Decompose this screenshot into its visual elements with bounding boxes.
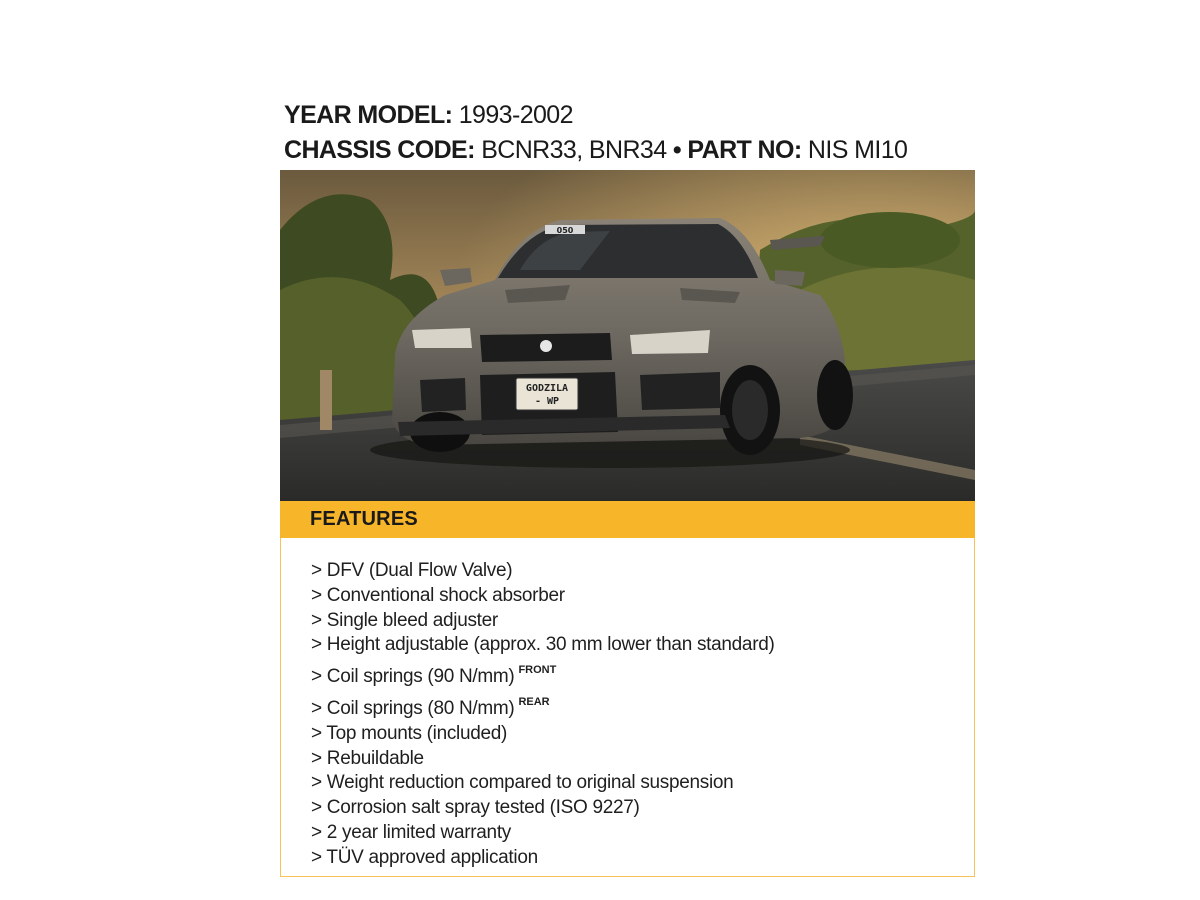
feature-text: > Height adjustable (approx. 30 mm lower than standard) [311, 634, 775, 656]
chassis-code-label: CHASSIS CODE: [284, 136, 475, 164]
feature-superscript: FRONT [518, 664, 557, 677]
feature-text: > Weight reduction compared to original suspension [311, 772, 734, 794]
part-no-label: PART NO: [687, 136, 802, 164]
feature-text: > DFV (Dual Flow Valve) [311, 560, 513, 581]
feature-item [311, 633, 775, 658]
feature-item [311, 771, 775, 796]
feature-text: > TÜV approved application [311, 846, 538, 868]
feature-item [311, 796, 775, 821]
feature-item [311, 559, 775, 584]
features-list [311, 559, 775, 871]
feature-item [311, 821, 775, 846]
feature-text: > Coil springs (90 N/mm) [311, 666, 515, 688]
feature-text: > Rebuildable [311, 747, 424, 769]
feature-text: > Single bleed adjuster [311, 609, 498, 631]
features-header-bar [280, 501, 975, 538]
feature-item [311, 690, 775, 722]
feature-text: > Coil springs (80 N/mm) [311, 697, 515, 719]
feature-superscript: REAR [518, 695, 550, 708]
plate-line-1: GODZILA [525, 383, 569, 394]
feature-item [311, 722, 775, 747]
car-illustration [280, 170, 975, 501]
features-box [280, 538, 975, 877]
part-no-value: NIS MI10 [801, 136, 908, 164]
car-photo [280, 170, 975, 501]
year-model-label: YEAR MODEL: [284, 101, 453, 129]
feature-item [311, 609, 775, 634]
bullet-separator: • [666, 136, 688, 164]
feature-text: > Top mounts (included) [311, 722, 508, 744]
feature-text: > Conventional shock absorber [311, 584, 565, 606]
feature-text: > Corrosion salt spray tested (ISO 9227) [311, 797, 640, 819]
feature-item [311, 846, 775, 871]
chassis-code-value: BCNR33, BNR34 [474, 136, 667, 164]
year-model-value: 1993-2002 [452, 101, 573, 129]
year-model-line [284, 98, 984, 133]
features-title: FEATURES [310, 508, 418, 530]
feature-text: > 2 year limited warranty [311, 821, 511, 843]
feature-item [311, 584, 775, 609]
feature-item [311, 658, 775, 690]
plate-line-2: - WP [534, 396, 560, 407]
feature-item [311, 747, 775, 772]
windshield-banner-text: 050 [556, 226, 574, 235]
chassis-part-line [284, 133, 984, 168]
spec-header [284, 98, 984, 168]
